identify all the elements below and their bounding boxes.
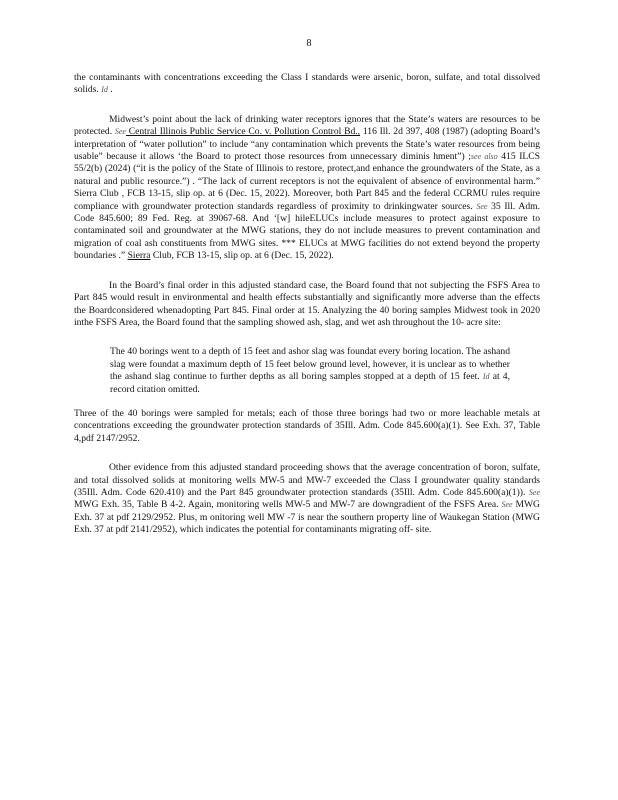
citation-signal: Id xyxy=(482,372,490,382)
citation-signal: Id xyxy=(101,85,108,95)
text-run: Midwest’s point about the lack of drinking water receptors ignores that the State’s waters are resources to be protected. xyxy=(74,113,540,138)
page-number: 8 xyxy=(306,38,312,49)
paragraph-receptors xyxy=(74,114,540,263)
text-run: the contaminants with concentrations exceeding the Class I standards were arsenic, boron, sulfate, and total dissolved solids. xyxy=(74,72,540,96)
document-body xyxy=(74,72,540,554)
citation-signal: See xyxy=(501,500,513,510)
text-run: Club, FCB 13-15, slip op. at 6 (Dec. 15, 2022). xyxy=(150,250,334,262)
paragraph-borings: Three of the 40 borings were sampled for metals; each of those three borings had two or more leachable metals at concentrations exceeding the groundwater protection standards of 35Ill. Adm. Code 845.600(a)(1). See Exh. 37, Table 4,pdf 2147/2952. xyxy=(74,407,540,444)
paragraph-other-evidence xyxy=(74,462,540,536)
case-name: Sierra xyxy=(127,250,151,262)
case-name: Central Illinois Public Service Co. v. Pollution Control Bd., xyxy=(125,126,361,138)
citation-signal: See xyxy=(528,487,540,497)
block-quote xyxy=(110,346,510,396)
citation-signal: see also xyxy=(470,152,498,162)
text-run: Other evidence from this adjusted standard proceeding shows that the average concentration of boron, sulfate, and total dissolved solids at monitoring wells MW-5 and MW-7 exceeded the Class I groundwater quality standards (35Ill. Adm. Code 620.410) and the Part 845 groundwater protection standards (35Ill. Adm. Code 845.600(a)(1)). xyxy=(74,462,540,498)
text-run: MWG Exh. 35, Table B 4-2. Again, monitoring wells MW-5 and MW-7 are downgradient of the FSFS Area. xyxy=(74,499,502,511)
text-run: 35 Ill. Adm. Code 845.600; 89 Fed. Reg. at 39067-68. And ‘[w] hileELUCs include measures to protect against exposure to contaminated soil and groundwater at the MWG stations, they do not include measures to prevent contamination and migration of coal ash constituents from MWG sites. *** ELUCs at MWG facilities do not extend beyond the property boundaries .” xyxy=(74,200,540,262)
paragraph-contaminants xyxy=(74,72,540,97)
text-run: 415 ILCS 55/2(b) (2024) (“it is the policy of the State of Illinois to restore, protect,and enhance the groundwaters of the State, as a natural and public resource.”) . “The lack of current receptors is not the equivalent of absence of environmental harm.” Sierra Club , FCB 13-15, slip op. at 6 (Dec. 15, 2022). Moreover, both Part 845 and the federal CCRMU rules require compliance with groundwater protection standards regardless of proximity to drinkingwater sources. xyxy=(74,151,540,212)
text-run: . xyxy=(107,84,113,96)
text-run: The 40 borings went to a depth of 15 feet and ashor slag was foundat every boring location. The ashand slag were foundat a maximum depth of 15 feet below ground level, however, it is unclear as to whether the ashand slag continue to further depths as all boring samples stopped at a depth of 15 feet. xyxy=(110,346,510,383)
text-run: MWG Exh. 37 at pdf 2129/2952. Plus, m onitoring well MW -7 is near the southern property line of Waukegan Station (MWG Exh. 37 at pdf 2141/2952), which indicates the potential for contaminants migrating off- site. xyxy=(74,499,540,536)
citation-signal: See xyxy=(114,127,126,137)
citation-signal: See xyxy=(476,201,488,211)
paragraph-final-order: In the Board’s final order in this adjusted standard case, the Board found that not subjecting the FSFS Area to Part 845 would result in environmental and health effects substantially and significantly more adverse than the effects the Boardconsidered whenadopting Part 845. Final order at 15. Analyzing the 40 boring samples Midwest took in 2020 inthe FSFS Area, the Board found that the sampling showed ash, slag, and wet ash throughout the 10- acre site: xyxy=(74,279,540,328)
text-run: at 4, record citation omitted. xyxy=(110,371,511,395)
text-run: 116 Ill. 2d 397, 408 (1987) (adopting Board’s interpretation of “water pollution” to include “any contamination which prevents the State’s water resources from being usable” because it allows ‘the Board to protect those resources from unnecessary diminis hment”) ; xyxy=(74,126,540,163)
